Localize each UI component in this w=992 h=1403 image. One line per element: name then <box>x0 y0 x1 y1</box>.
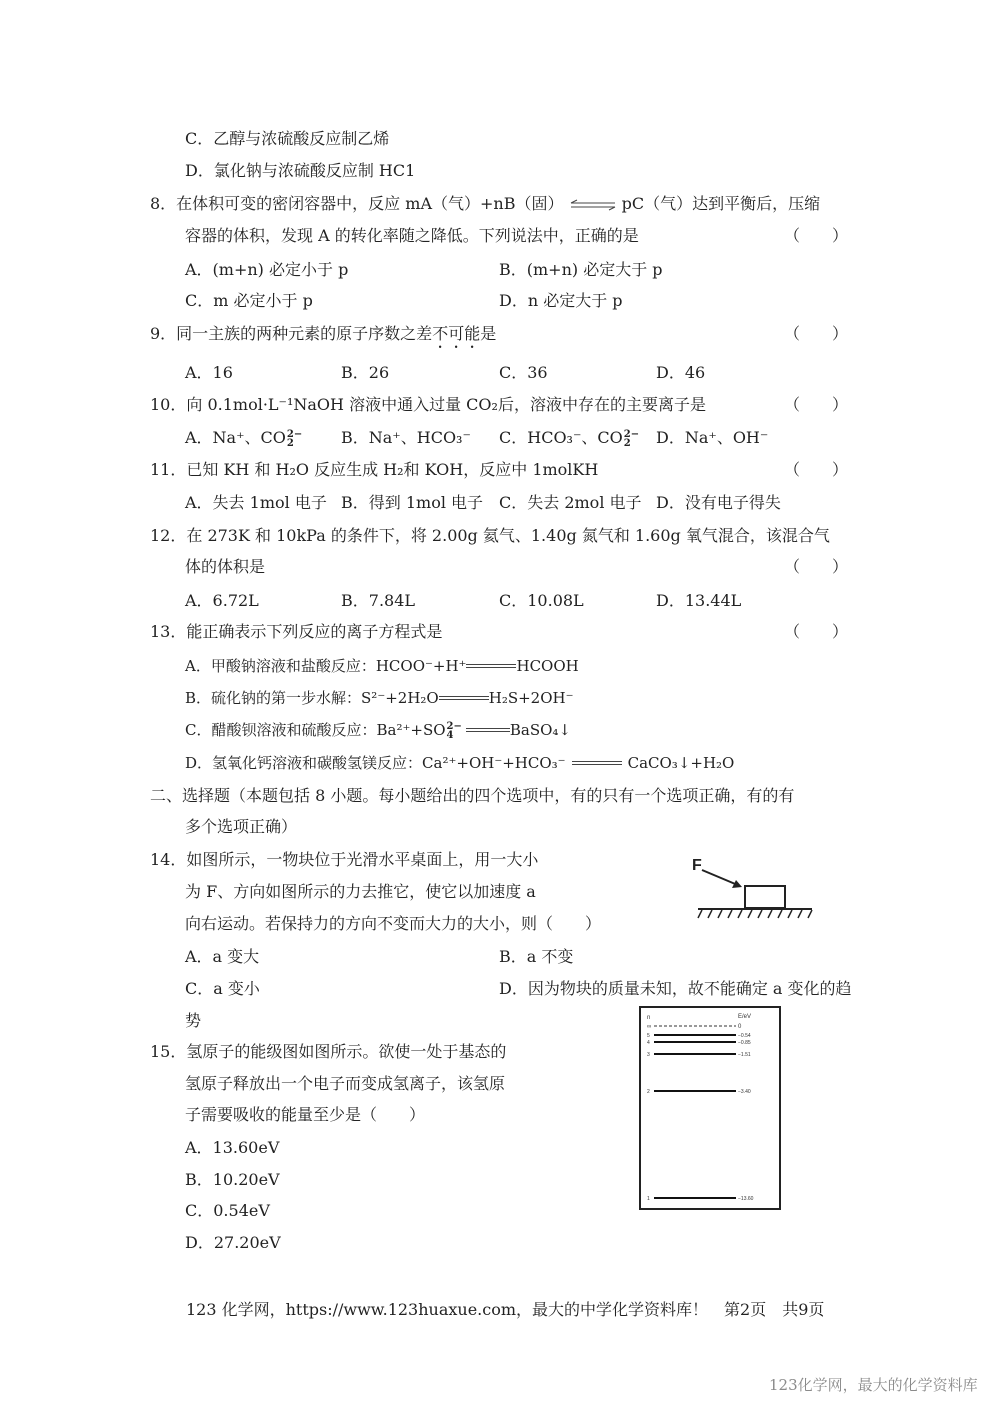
reversible-arrow-icon <box>569 199 617 211</box>
charge-top: 2− <box>286 428 303 440</box>
q14-option-d-line1: D．因为物块的质量未知，故不能确定 a 变化的趋 <box>499 979 852 998</box>
q10-option-a-charge <box>287 430 302 448</box>
page-footer: 123 化学网，https://www.123huaxue.com，最大的中学化学资料库！ 第2页 共9页 <box>186 1300 825 1319</box>
charge-bottom: 4 <box>446 730 454 741</box>
q13-option-b-right: H₂S+2OH⁻ <box>488 689 574 707</box>
q10-option-c-charge <box>624 430 639 448</box>
q8-option-b: B．(m+n) 必定大于 p <box>499 260 663 279</box>
q10-option-b: B．Na⁺、HCO₃⁻ <box>341 428 471 447</box>
charge-top: 2− <box>446 721 462 732</box>
q12-option-a: A．6.72L <box>185 591 259 610</box>
q12-option-b: B．7.84L <box>341 591 416 610</box>
level-3-energy: −1.51 <box>738 1052 751 1058</box>
level-1-n: 1 <box>647 1196 650 1202</box>
level-5-n: 5 <box>647 1033 650 1039</box>
force-label: F <box>692 857 702 874</box>
q8-option-d: D．n 必定大于 p <box>499 291 623 310</box>
q14-option-c: C．a 变小 <box>185 979 260 998</box>
q14-stem-line1: 14．如图所示，一物块位于光滑水平桌面上，用一大小 <box>150 850 539 869</box>
equals-sign-icon <box>466 726 510 736</box>
q7-option-c: C．乙醇与浓硫酸反应制乙烯 <box>185 129 390 148</box>
q10-option-c <box>499 427 639 449</box>
q13-option-c-left: C．醋酸钡溶液和硫酸反应：Ba²⁺+SO <box>185 721 446 739</box>
q10-option-a <box>185 427 302 449</box>
q13-option-c <box>185 719 571 741</box>
level-5-energy: −0.54 <box>738 1033 751 1039</box>
q14-option-b: B．a 不变 <box>499 947 574 966</box>
n-header: n <box>647 1015 651 1021</box>
q9-stem-part2: 是 <box>480 324 497 343</box>
equals-sign-icon <box>572 759 622 769</box>
table-hatching <box>698 910 812 918</box>
q9-option-b: B．26 <box>341 363 390 382</box>
q13-option-d-right: CaCO₃↓+H₂O <box>627 754 735 772</box>
q12-stem-line2: 体的体积是 <box>185 557 266 576</box>
q13-stem: 13．能正确表示下列反应的离子方程式是 <box>150 622 443 641</box>
q10-stem: 10．向 0.1mol·L⁻¹NaOH 溶液中通入过量 CO₂后，溶液中存在的主要离子是 <box>150 395 706 414</box>
q9-answer-paren: （ ） <box>784 324 849 343</box>
level-4-energy: −0.85 <box>738 1040 751 1046</box>
q10-option-c-text: C．HCO₃⁻、CO <box>499 428 623 447</box>
q11-stem: 11．已知 KH 和 H₂O 反应生成 H₂和 KOH，反应中 1molKH <box>150 460 599 479</box>
energy-header: E/eV <box>738 1014 752 1020</box>
q13-option-c-right: BaSO₄↓ <box>509 721 571 739</box>
q13-option-b <box>185 687 574 709</box>
q8-stem-part2: pC（气）达到平衡后，压缩 <box>621 194 821 213</box>
q14-option-d-line2: 势 <box>185 1011 202 1030</box>
diagram-frame <box>640 1007 780 1209</box>
q8-stem-part1: 8．在体积可变的密闭容器中，反应 mA（气）+nB（固） <box>150 194 564 213</box>
watermark: 123化学网，最大的化学资料库 <box>769 1376 978 1394</box>
q12-answer-paren: （ ） <box>784 557 849 576</box>
q9-stem-part1: 9．同一主族的两种元素的原子序数之差 <box>150 324 433 343</box>
q8-option-a: A．(m+n) 必定小于 p <box>185 260 349 279</box>
level-2-energy: −3.40 <box>738 1089 751 1095</box>
q8-stem-line1 <box>150 193 820 215</box>
q12-option-c: C．10.08L <box>499 591 584 610</box>
q14-stem-line2: 为 F、方向如图所示的力去推它，使它以加速度 a <box>185 882 536 901</box>
q15-energy-level-diagram <box>638 1005 784 1213</box>
q13-option-d-left: D．氢氧化钙溶液和碳酸氢镁反应：Ca²⁺+OH⁻+HCO₃⁻ <box>185 754 566 772</box>
q12-option-d: D．13.44L <box>656 591 742 610</box>
q10-answer-paren: （ ） <box>784 395 849 414</box>
section2-heading-line2: 多个选项正确） <box>185 817 298 836</box>
q15-option-d: D．27.20eV <box>185 1233 281 1252</box>
q15-stem-line3: 子需要吸收的能量至少是（ ） <box>185 1105 426 1124</box>
q10-option-d: D．Na⁺、OH⁻ <box>656 428 769 447</box>
block-force-figure <box>688 848 824 928</box>
equals-sign-icon <box>466 662 516 672</box>
q9-stem-emphasis: 不可能 <box>432 324 481 343</box>
q11-option-a: A．失去 1mol 电子 <box>185 493 327 512</box>
level-n-infinity: ∞ <box>647 1024 652 1030</box>
equals-sign-icon <box>439 694 489 704</box>
section2-heading-line1: 二、选择题（本题包括 8 小题。每小题给出的四个选项中，有的只有一个选项正确，有的有 <box>150 786 795 805</box>
q15-stem-line1: 15．氢原子的能级图如图所示。欲使一处于基态的 <box>150 1042 507 1061</box>
q12-stem-line1: 12．在 273K 和 10kPa 的条件下，将 2.00g 氦气、1.40g 氮气和 1.60g 氧气混合，该混合气 <box>150 526 830 545</box>
level-4-n: 4 <box>647 1040 650 1046</box>
q8-answer-paren: （ ） <box>784 226 849 245</box>
q8-stem-line2: 容器的体积，发现 A 的转化率随之降低。下列说法中，正确的是 <box>185 226 639 245</box>
q11-option-d: D．没有电子得失 <box>656 493 781 512</box>
block <box>745 886 785 908</box>
q15-option-c: C．0.54eV <box>185 1201 270 1220</box>
q14-option-a: A．a 变大 <box>185 947 260 966</box>
q8-option-c: C．m 必定小于 p <box>185 291 313 310</box>
q11-answer-paren: （ ） <box>784 460 849 479</box>
charge-bottom: 2 <box>286 437 294 449</box>
q11-option-c: C．失去 2mol 电子 <box>499 493 642 512</box>
q15-option-a: A．13.60eV <box>185 1138 280 1157</box>
q13-option-a <box>185 655 579 677</box>
q11-option-b: B．得到 1mol 电子 <box>341 493 484 512</box>
q14-stem-line3: 向右运动。若保持力的方向不变而大力的大小，则（ ） <box>185 914 602 933</box>
charge-bottom: 2 <box>623 437 631 449</box>
q13-option-b-left: B．硫化钠的第一步水解：S²⁻+2H₂O <box>185 689 439 707</box>
q9-option-c: C．36 <box>499 363 548 382</box>
level-3-n: 3 <box>647 1052 650 1058</box>
q13-option-a-right: HCOOH <box>516 657 579 675</box>
q15-option-b: B．10.20eV <box>185 1170 280 1189</box>
q14-force-diagram <box>688 848 824 928</box>
q9-option-a: A．16 <box>185 363 233 382</box>
q13-option-d <box>185 752 734 774</box>
level-2-n: 2 <box>647 1089 650 1095</box>
q13-option-c-charge <box>447 722 462 740</box>
charge-top: 2− <box>623 428 640 440</box>
q15-stem-line2: 氢原子释放出一个电子而变成氢离子，该氢原 <box>185 1074 506 1093</box>
q9-stem <box>150 323 496 352</box>
level-infinity-energy: 0 <box>738 1024 742 1030</box>
q13-option-a-left: A．甲酸钠溶液和盐酸反应：HCOO⁻+H⁺ <box>185 657 467 675</box>
level-1-energy: −13.60 <box>738 1196 754 1202</box>
energy-level-figure <box>638 1005 784 1213</box>
q9-option-d: D．46 <box>656 363 706 382</box>
q7-option-d: D．氯化钠与浓硫酸反应制 HC1 <box>185 161 416 180</box>
q10-option-a-text: A．Na⁺、CO <box>185 428 286 447</box>
q13-answer-paren: （ ） <box>784 622 849 641</box>
